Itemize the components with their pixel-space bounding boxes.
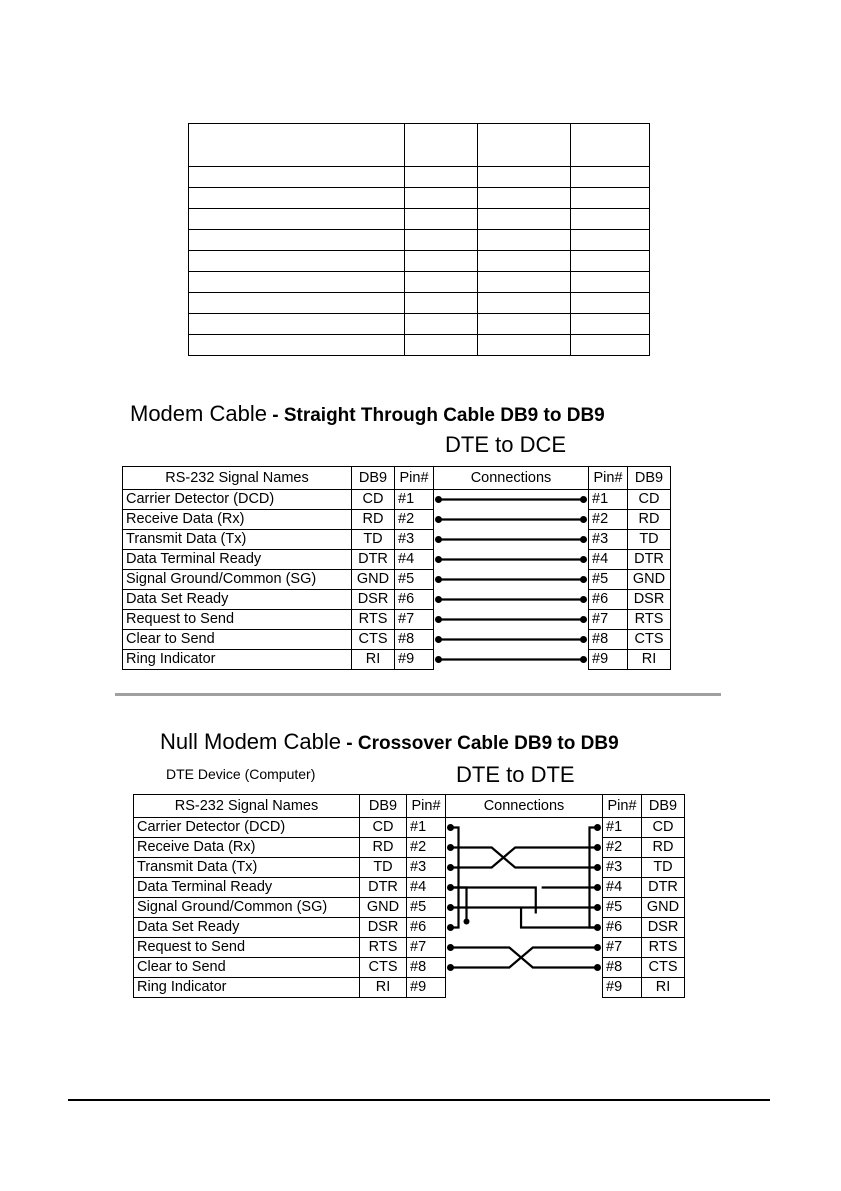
db9-code-right: GND [628, 570, 671, 590]
db9-code-right: GND [642, 898, 685, 918]
pin-number-right: #6 [589, 590, 628, 610]
db9-code: RD [360, 838, 407, 858]
null-modem-pinout-table [133, 794, 685, 998]
table-row [123, 630, 671, 650]
signal-name: Data Set Ready [134, 918, 360, 938]
col-connections: Connections [434, 467, 589, 490]
pin-number: #4 [407, 878, 446, 898]
modem-title-sub: - Straight Through Cable DB9 to DB9 [266, 405, 605, 426]
col-pin-right: Pin# [603, 795, 642, 818]
pin-number-right: #4 [603, 878, 642, 898]
connection-cell [446, 938, 603, 958]
signal-name: Transmit Data (Tx) [134, 858, 360, 878]
table-row [189, 209, 650, 230]
signal-name: Signal Ground/Common (SG) [123, 570, 352, 590]
pin-number-right: #5 [603, 898, 642, 918]
signal-name: Request to Send [123, 610, 352, 630]
col-db9: DB9 [352, 467, 395, 490]
pin-number: #8 [407, 958, 446, 978]
db9-code-right: RD [628, 510, 671, 530]
table-header-row [134, 795, 685, 818]
signal-name: Clear to Send [134, 958, 360, 978]
section-divider [115, 693, 721, 696]
null-modem-direction: DTE to DTE [456, 762, 575, 787]
connection-cell [434, 510, 589, 530]
connection-cell [434, 650, 589, 670]
table-row [189, 314, 650, 335]
signal-name: Data Terminal Ready [134, 878, 360, 898]
db9-code-right: DTR [628, 550, 671, 570]
col-db9: DB9 [360, 795, 407, 818]
signal-name: Receive Data (Rx) [134, 838, 360, 858]
table-row [123, 570, 671, 590]
modem-title-main: Modem Cable [130, 401, 267, 426]
connection-cell [434, 530, 589, 550]
pin-number: #6 [407, 918, 446, 938]
db9-code: RD [352, 510, 395, 530]
pin-number-right: #7 [603, 938, 642, 958]
connection-cell [446, 898, 603, 918]
db9-code: CTS [352, 630, 395, 650]
db9-code-right: CTS [628, 630, 671, 650]
db9-code-right: DTR [642, 878, 685, 898]
pin-number: #1 [407, 818, 446, 838]
pin-number-right: #7 [589, 610, 628, 630]
table-row [189, 188, 650, 209]
table-row [189, 230, 650, 251]
pin-number: #5 [407, 898, 446, 918]
db9-code-right: DSR [642, 918, 685, 938]
db9-code-right: RD [642, 838, 685, 858]
table-row [134, 898, 685, 918]
pin-number-right: #9 [603, 978, 642, 998]
col-pin: Pin# [395, 467, 434, 490]
pin-number-right: #2 [589, 510, 628, 530]
footer-rule [68, 1099, 770, 1101]
null-modem-title-sub: - Crossover Cable DB9 to DB9 [340, 733, 619, 754]
db9-code-right: RI [628, 650, 671, 670]
pin-number-right: #6 [603, 918, 642, 938]
table-row [123, 650, 671, 670]
col-pin: Pin# [407, 795, 446, 818]
pin-number-right: #3 [603, 858, 642, 878]
connection-cell [446, 958, 603, 978]
connection-cell [434, 630, 589, 650]
table-row [134, 818, 685, 838]
db9-code-right: CTS [642, 958, 685, 978]
db9-code: DTR [352, 550, 395, 570]
db9-code: GND [352, 570, 395, 590]
col-connections: Connections [446, 795, 603, 818]
table-row [134, 958, 685, 978]
pin-number-right: #2 [603, 838, 642, 858]
pin-number-right: #3 [589, 530, 628, 550]
db9-code: RTS [360, 938, 407, 958]
pin-number: #7 [395, 610, 434, 630]
table-row [134, 918, 685, 938]
pin-number: #5 [395, 570, 434, 590]
pin-number-right: #5 [589, 570, 628, 590]
db9-code: DTR [360, 878, 407, 898]
db9-code: RTS [352, 610, 395, 630]
table-row [189, 293, 650, 314]
signal-name: Request to Send [134, 938, 360, 958]
pin-number-right: #1 [603, 818, 642, 838]
pin-number: #9 [407, 978, 446, 998]
table-row [123, 530, 671, 550]
db9-code: GND [360, 898, 407, 918]
signal-name: Receive Data (Rx) [123, 510, 352, 530]
db9-code-right: TD [642, 858, 685, 878]
table-row [123, 590, 671, 610]
col-pin-right: Pin# [589, 467, 628, 490]
pin-number: #9 [395, 650, 434, 670]
pin-number: #3 [407, 858, 446, 878]
signal-name: Carrier Detector (DCD) [134, 818, 360, 838]
signal-name: Carrier Detector (DCD) [123, 490, 352, 510]
signal-name: Data Terminal Ready [123, 550, 352, 570]
db9-code-right: RI [642, 978, 685, 998]
pin-number: #1 [395, 490, 434, 510]
db9-code-right: RTS [628, 610, 671, 630]
table-row [189, 335, 650, 356]
db9-code: CD [360, 818, 407, 838]
modem-cable-title [130, 401, 605, 427]
pin-number: #7 [407, 938, 446, 958]
db9-code: DSR [360, 918, 407, 938]
connection-cell [446, 878, 603, 898]
table-row [134, 938, 685, 958]
pin-number-right: #9 [589, 650, 628, 670]
connection-cell [434, 550, 589, 570]
signal-name: Data Set Ready [123, 590, 352, 610]
table-header-row [123, 467, 671, 490]
col-signal-names: RS-232 Signal Names [134, 795, 360, 818]
connection-cell [446, 858, 603, 878]
signal-name: Ring Indicator [134, 978, 360, 998]
signal-name: Transmit Data (Tx) [123, 530, 352, 550]
pin-number: #2 [395, 510, 434, 530]
signal-name: Clear to Send [123, 630, 352, 650]
table-row [134, 838, 685, 858]
db9-code-right: DSR [628, 590, 671, 610]
db9-code: RI [360, 978, 407, 998]
db9-code: RI [352, 650, 395, 670]
connection-cell [446, 818, 603, 838]
empty-table [188, 123, 650, 356]
db9-code: CTS [360, 958, 407, 978]
connection-cell [434, 490, 589, 510]
connection-cell [446, 918, 603, 938]
table-row [123, 550, 671, 570]
db9-code-right: TD [628, 530, 671, 550]
dte-device-note: DTE Device (Computer) [166, 766, 316, 782]
db9-code-right: RTS [642, 938, 685, 958]
modem-pinout-table [122, 466, 671, 670]
col-db9-right: DB9 [642, 795, 685, 818]
table-row [189, 251, 650, 272]
db9-code: CD [352, 490, 395, 510]
table-row [189, 167, 650, 188]
pin-number: #3 [395, 530, 434, 550]
table-row [134, 878, 685, 898]
modem-direction: DTE to DCE [445, 432, 567, 457]
null-modem-title-main: Null Modem Cable [160, 729, 341, 754]
db9-code-right: CD [628, 490, 671, 510]
pin-number-right: #1 [589, 490, 628, 510]
pin-number-right: #4 [589, 550, 628, 570]
table-row [189, 124, 650, 167]
connection-cell [446, 978, 603, 998]
table-row [123, 490, 671, 510]
db9-code-right: CD [642, 818, 685, 838]
pin-number: #6 [395, 590, 434, 610]
pin-number: #4 [395, 550, 434, 570]
connection-cell [446, 838, 603, 858]
db9-code: TD [352, 530, 395, 550]
table-row [134, 858, 685, 878]
db9-code: TD [360, 858, 407, 878]
connection-cell [434, 610, 589, 630]
table-row [123, 510, 671, 530]
table-row [189, 272, 650, 293]
pin-number: #2 [407, 838, 446, 858]
null-modem-cable-title [160, 729, 619, 755]
db9-code: DSR [352, 590, 395, 610]
table-row [123, 610, 671, 630]
pin-number: #8 [395, 630, 434, 650]
table-row [134, 978, 685, 998]
connection-cell [434, 590, 589, 610]
col-db9-right: DB9 [628, 467, 671, 490]
pin-number-right: #8 [603, 958, 642, 978]
signal-name: Signal Ground/Common (SG) [134, 898, 360, 918]
connection-cell [434, 570, 589, 590]
col-signal-names: RS-232 Signal Names [123, 467, 352, 490]
pin-number-right: #8 [589, 630, 628, 650]
signal-name: Ring Indicator [123, 650, 352, 670]
